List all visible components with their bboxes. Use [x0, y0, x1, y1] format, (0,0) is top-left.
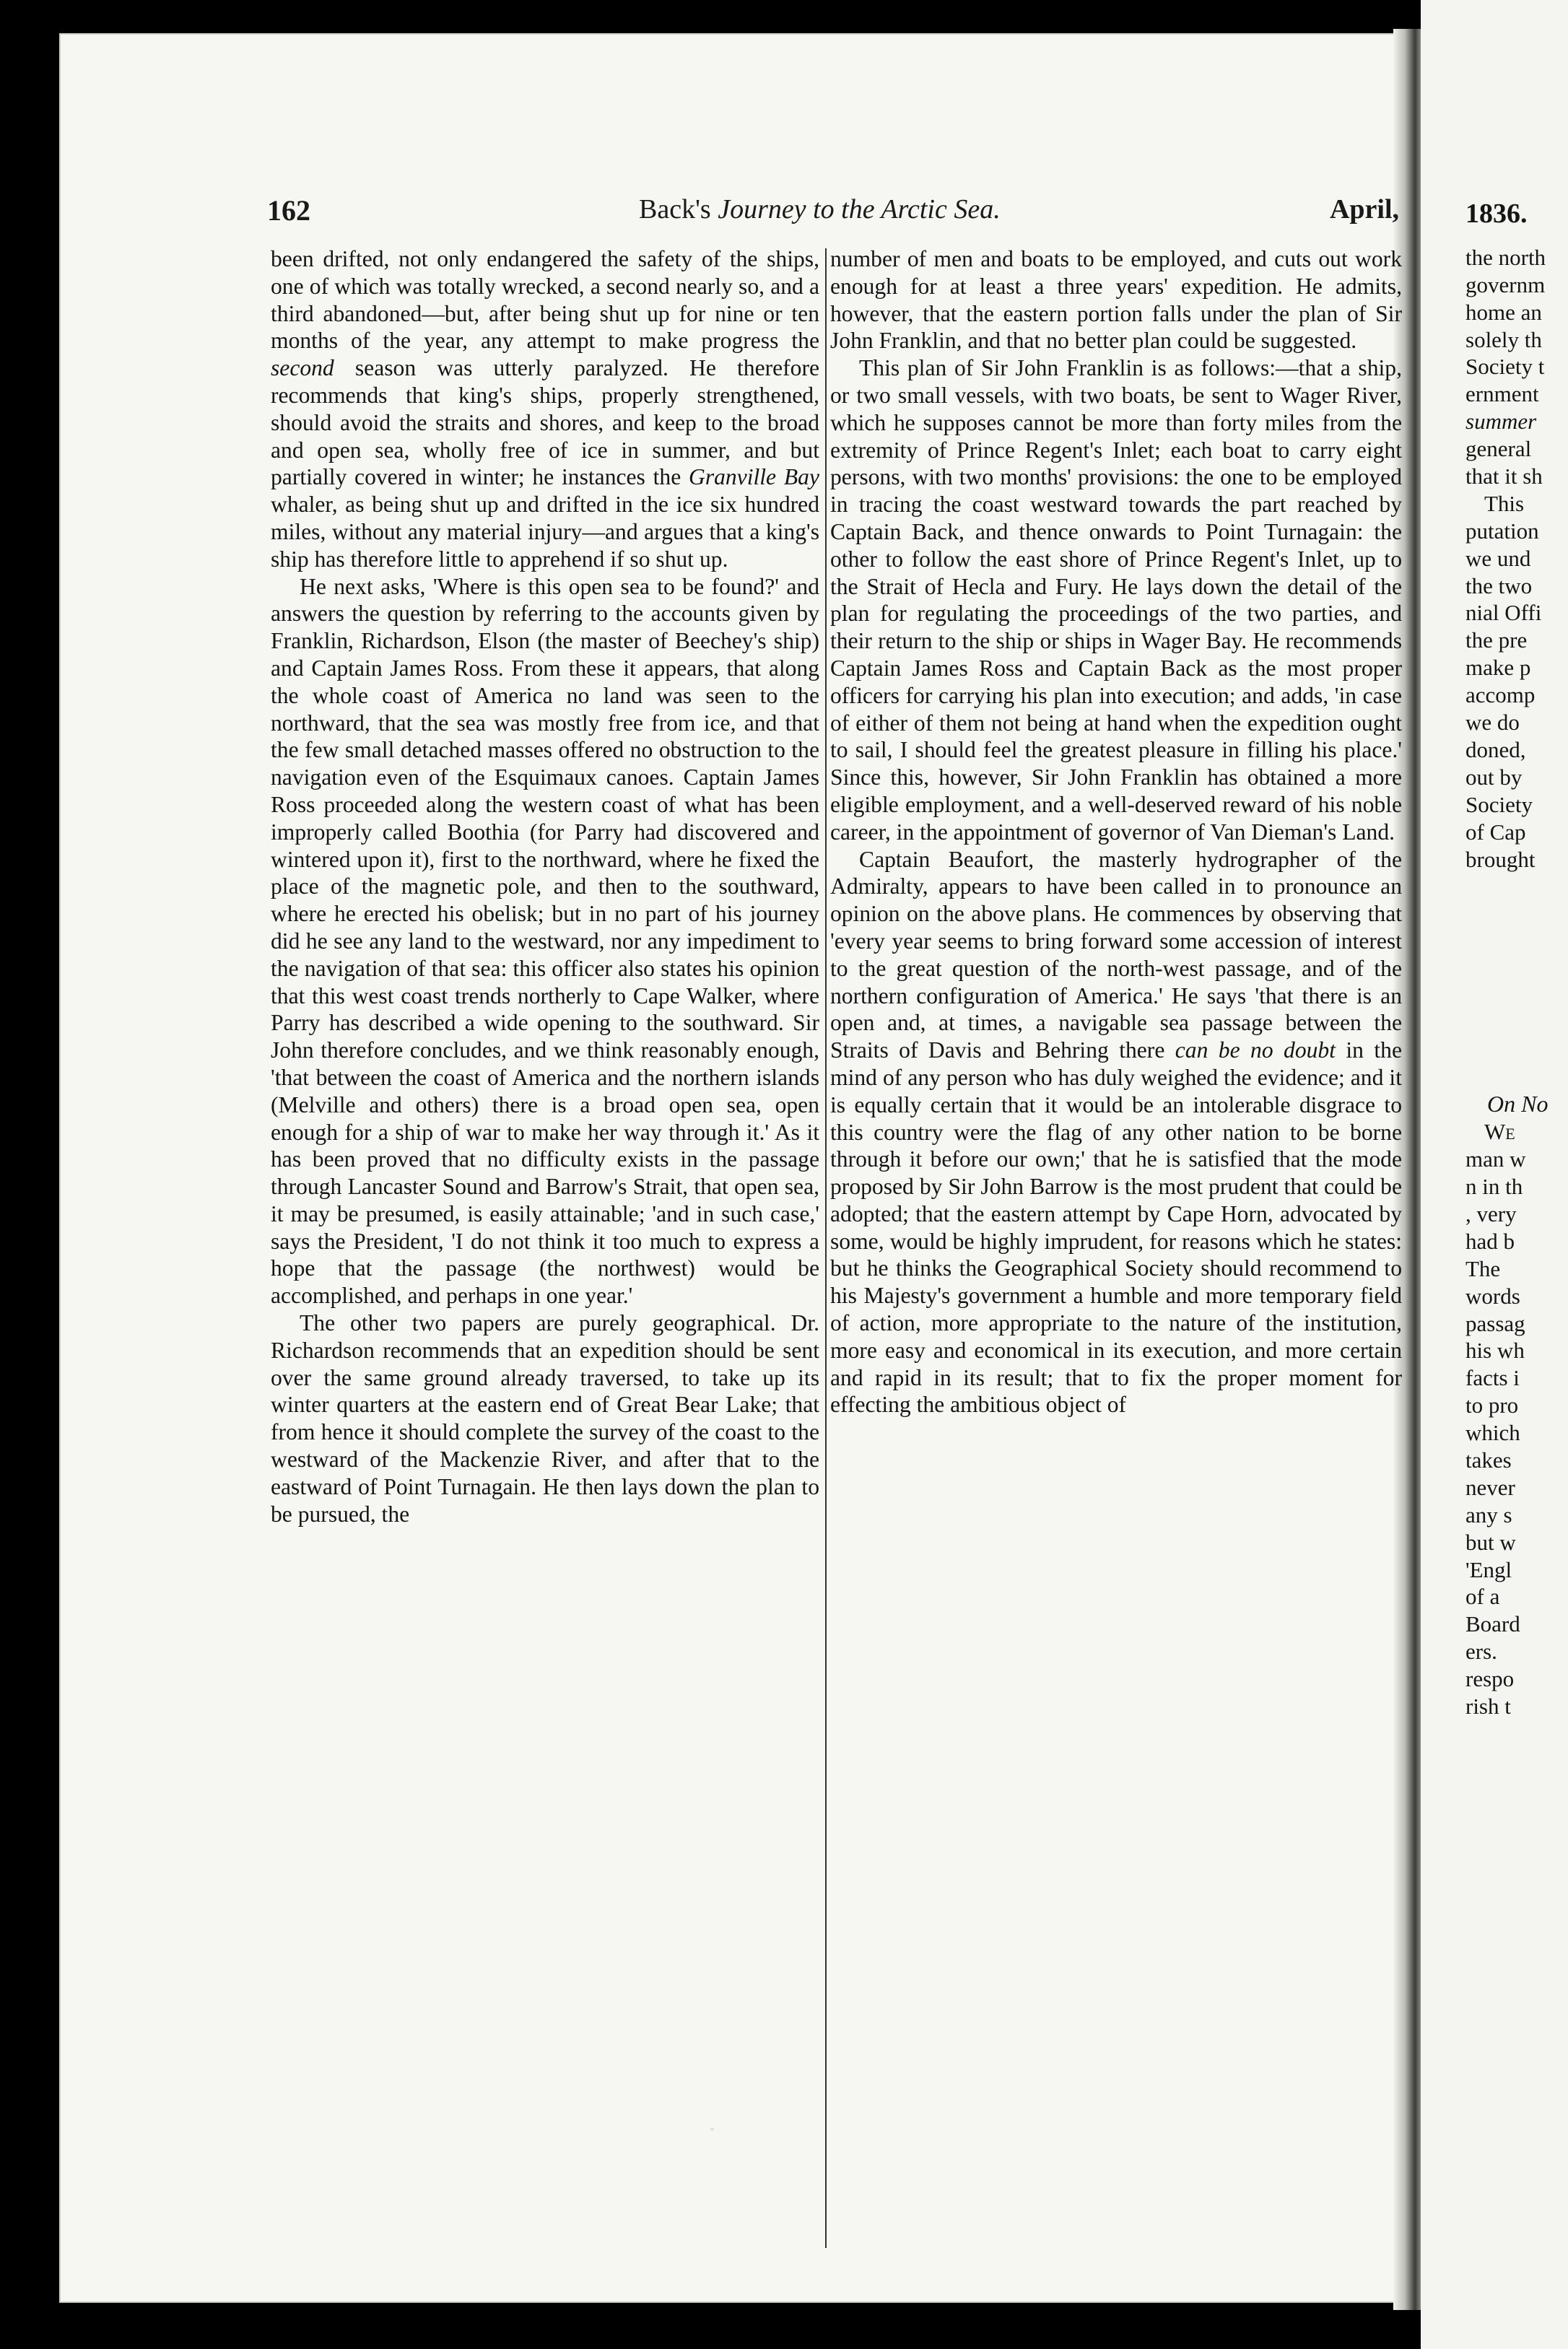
- right-page-line: to pro: [1465, 1393, 1519, 1418]
- right-page-line: respo: [1465, 1666, 1515, 1692]
- column-divider: [825, 248, 827, 2248]
- running-title-prefix: Back's: [639, 194, 711, 225]
- right-page-line: never: [1465, 1474, 1515, 1500]
- right-page-line: governm: [1465, 271, 1546, 297]
- running-title: [639, 193, 1001, 225]
- right-page-column: [1465, 201, 1568, 1720]
- right-page-line: summer: [1465, 409, 1537, 435]
- running-title-italic: Journey to the Arctic Sea.: [718, 194, 1001, 225]
- right-page-line: the two: [1465, 572, 1533, 598]
- right-page-line: rish t: [1465, 1693, 1511, 1719]
- right-page-line: nial Offi: [1465, 600, 1542, 626]
- right-page-line: words: [1465, 1283, 1520, 1309]
- right-lines-bottom: [1465, 1118, 1568, 1720]
- right-page-line: of a: [1465, 1584, 1500, 1610]
- right-page-line: putation: [1465, 518, 1539, 544]
- right-page-line: facts i: [1465, 1365, 1520, 1391]
- right-lines-top: [1465, 244, 1568, 873]
- page-number: 162: [267, 194, 310, 227]
- right-page-line: his wh: [1465, 1338, 1525, 1364]
- right-page-line: The: [1465, 1255, 1501, 1281]
- right-page-line: passag: [1465, 1310, 1525, 1336]
- right-page-line: the north: [1465, 244, 1546, 270]
- running-head: [267, 193, 1408, 237]
- paragraph: This plan of Sir John Franklin is as follows:—that a ship, or two small vessels, with two boats, be sent to Wager River, which he supposes cannot be more than forty miles from the extremity of Prince Regent's Inlet; each boat to carry eight persons, with two months' provisions: the one to be employed in tracing the coast westward towards the part reached by Captain Back, and thence onwards to Point Turnagain: the other to follow the east shore of Prince Regent's Inlet, up to the Strait of Hecla and Fury. He lays down the detail of the plan for regulating the proceedings of the two parties, and their return to the ship or ships in Wager Bay. He recommends Captain James Ross and Captain Back as the most proper officers for carrying his plan into execution; and adds, 'in case of either of them not being at hand when the expedition ought to sail, I should feel the greatest pleasure in filling his place.' Since this, however, Sir John Franklin has obtained a more eligible employment, and a well-deserved reward of his noble career, in the appointment of governor of Van Dieman's Land.: [830, 355, 1402, 845]
- right-page-number: 1836.: [1465, 199, 1528, 229]
- right-page-line: , very: [1465, 1200, 1517, 1226]
- right-page-line: the pre: [1465, 627, 1528, 653]
- left-text-column: [271, 245, 819, 2267]
- right-page-line: n in th: [1465, 1174, 1523, 1200]
- right-page-line: This: [1484, 490, 1525, 516]
- right-page-line: Society: [1465, 791, 1533, 817]
- right-page-line: but w: [1465, 1529, 1516, 1555]
- section-heading: On No: [1487, 1091, 1549, 1117]
- right-page-line: general: [1465, 436, 1532, 462]
- right-page-line: 'Engl: [1465, 1556, 1512, 1582]
- section-gap: [1465, 873, 1568, 1091]
- right-page-line: Society t: [1465, 354, 1545, 380]
- paragraph: He next asks, 'Where is this open sea to be found?' and answers the question by referring to the accounts given by Franklin, Richardson, Elson (the master of Beechey's ship) and Captain James Ross. From these it appears, that along the whole coast of America no land was seen to the northward, that the sea was mostly free from ice, and that the few small detached masses offered no obstruction to the navigation even of the Esquimaux canoes. Captain James Ross proceeded along the western coast of what has been improperly called Boothia (for Parry had discovered and wintered upon it), first to the northward, where he fixed the place of the magnetic pole, and then to the southward, where he erected his obelisk; but in no part of his journey did he see any land to the westward, nor any impediment to the navigation of that sea: this officer also states his opinion that this west coast trends northerly to Cape Walker, where Parry has described a wide opening to the southward. Sir John therefore concludes, and we think reasonably enough, 'that between the coast of America and the northern islands (Melville and others) there is a broad open sea, open enough for a ship of war to make her way through it.' As it has been proved that no difficulty exists in the passage through Lancaster Sound and Barrow's Strait, that open sea, it may be presumed, is easily attainable; 'and in such case,' says the President, 'I do not think it too much to express a hope that the passage (the northwest) would be accomplished, and perhaps in one year.': [271, 573, 819, 1309]
- right-page-line: had b: [1465, 1228, 1515, 1254]
- right-page-line: brought: [1465, 846, 1536, 872]
- right-page-line: home an: [1465, 299, 1542, 325]
- italic-phrase: can be no doubt: [1175, 1037, 1336, 1063]
- right-page-line: of Cap: [1465, 819, 1526, 845]
- right-page-line: ernment: [1465, 381, 1539, 407]
- italic-phrase: Granville Bay: [689, 464, 819, 490]
- right-page-line: ers.: [1465, 1639, 1497, 1665]
- right-page-line: doned,: [1465, 736, 1526, 762]
- right-page-line: solely th: [1465, 326, 1542, 352]
- middle-text-column: [830, 245, 1402, 2267]
- right-page-line: takes: [1465, 1447, 1512, 1473]
- paragraph: Captain Beaufort, the masterly hydrographer of the Admiralty, appears to have been called in to pronounce an opinion on the above plans. He commences by observing that 'every year seems to bring forward some accession of interest to the great question of the north-west passage, and of the northern configuration of America.' He says 'that there is an open and, at times, a navigable sea passage between the Straits of Davis and Behring there can be no doubt in the mind of any person who has duly weighed the evidence; and it is equally certain that it would be an intolerable disgrace to this country were the flag of any other nation to be borne through it before our own;' that he is satisfied that the mode proposed by Sir John Barrow is the most prudent that could be adopted; that the eastern attempt by Cape Horn, advocated by some, would be highly imprudent, for reasons which he states: but he thinks the Geographical Society should recommend to his Majesty's government a humble and more temporary field of action, more appropriate to the nature of the institution, more easy and economical in its execution, and more certain and rapid in its result; that to fix the proper moment for effecting the ambitious object of: [830, 846, 1402, 1418]
- right-page-line: man w: [1465, 1146, 1526, 1172]
- right-page-line: we und: [1465, 545, 1531, 571]
- running-month: April,: [1329, 194, 1399, 225]
- right-page-line: accomp: [1465, 682, 1536, 708]
- right-page-line: that it sh: [1465, 463, 1543, 489]
- right-page-line: make p: [1465, 655, 1531, 681]
- italic-phrase: second: [271, 355, 334, 381]
- right-page-line: which: [1465, 1420, 1520, 1446]
- paragraph: been drifted, not only endangered the safety of the ships, one of which was totally wrecked, a second nearly so, and a third abandoned—but, after being shut up for nine or ten months of the year, any attempt to make progress the second season was utterly paralyzed. He therefore recommends that king's ships, properly strengthened, should avoid the straits and shores, and keep to the broad and open sea, wholly free of ice in summer, and but partially covered in winter; he instances the Granville Bay whaler, as being shut up and drifted in the ice six hundred miles, without any material injury—and argues that a king's ship has therefore little to apprehend if so shut up.: [271, 246, 819, 572]
- right-page-line: We: [1484, 1119, 1515, 1145]
- right-page-line: Board: [1465, 1611, 1520, 1637]
- right-page-line: any s: [1465, 1502, 1512, 1527]
- right-page-line: out by: [1465, 764, 1523, 790]
- right-page-line: we do: [1465, 710, 1520, 736]
- paragraph: The other two papers are purely geographical. Dr. Richardson recommends that an expedition should be sent over the same ground already traversed, to take up its winter quarters at the eastern end of Great Bear Lake; that from hence it should complete the survey of the coast to the westward of the Mackenzie River, and after that to the eastward of Point Turnagain. He then lays down the plan to be pursued, the: [271, 1310, 819, 1527]
- paragraph: number of men and boats to be employed, and cuts out work enough for at least a three years' expedition. He admits, however, that the eastern portion falls under the plan of Sir John Franklin, and that no better plan could be suggested.: [830, 246, 1402, 354]
